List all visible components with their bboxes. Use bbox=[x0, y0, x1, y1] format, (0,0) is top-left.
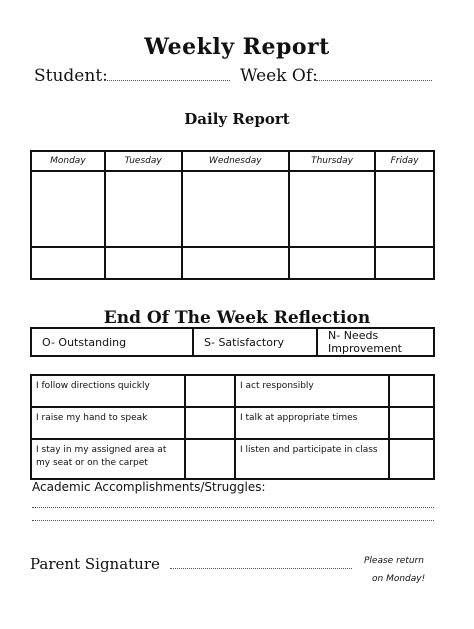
behavior-label: I talk at appropriate times bbox=[235, 407, 389, 439]
behavior-label: I listen and participate in class bbox=[235, 439, 389, 479]
parent-signature-label: Parent Signature bbox=[30, 555, 160, 573]
daily-cell[interactable] bbox=[182, 171, 289, 247]
daily-row-bottom bbox=[31, 247, 434, 279]
page-title: Weekly Report bbox=[144, 34, 330, 60]
day-header-thursday: Thursday bbox=[289, 151, 375, 171]
rating-cell[interactable] bbox=[389, 375, 434, 407]
daily-cell[interactable] bbox=[375, 247, 434, 279]
rating-cell[interactable] bbox=[389, 407, 434, 439]
daily-cell[interactable] bbox=[375, 171, 434, 247]
scale-outstanding: O- Outstanding bbox=[31, 328, 193, 356]
rating-cell[interactable] bbox=[185, 375, 235, 407]
week-of-label: Week Of: bbox=[240, 66, 318, 86]
rating-cell[interactable] bbox=[389, 439, 434, 479]
parent-signature-line[interactable] bbox=[170, 568, 352, 569]
rating-cell[interactable] bbox=[185, 439, 235, 479]
daily-header-row bbox=[31, 151, 434, 171]
week-of-line[interactable] bbox=[316, 80, 432, 81]
daily-report-heading: Daily Report bbox=[184, 110, 290, 128]
behavior-label: I follow directions quickly bbox=[31, 375, 185, 407]
academic-label: Academic Accomplishments/Struggles: bbox=[32, 480, 266, 494]
behavior-label: I stay in my assigned area at my seat or on the carpet bbox=[31, 439, 185, 479]
rating-scale-table bbox=[30, 327, 435, 357]
rating-scale-row bbox=[31, 328, 434, 356]
daily-cell[interactable] bbox=[289, 247, 375, 279]
behavior-label: I raise my hand to speak bbox=[31, 407, 185, 439]
student-label: Student: bbox=[34, 66, 108, 86]
day-header-friday: Friday bbox=[375, 151, 434, 171]
daily-cell[interactable] bbox=[289, 171, 375, 247]
student-line[interactable] bbox=[104, 80, 230, 81]
daily-cell[interactable] bbox=[105, 247, 182, 279]
day-header-tuesday: Tuesday bbox=[105, 151, 182, 171]
scale-needs-improvement: N- Needs Improvement bbox=[317, 328, 434, 356]
academic-line-1[interactable] bbox=[32, 507, 434, 508]
rating-cell[interactable] bbox=[185, 407, 235, 439]
reflection-heading: End Of The Week Reflection bbox=[103, 308, 371, 328]
daily-cell[interactable] bbox=[31, 247, 105, 279]
behavior-table bbox=[30, 374, 435, 480]
behavior-label: I act responsibly bbox=[235, 375, 389, 407]
return-note-line1: Please return bbox=[364, 556, 424, 566]
behavior-row bbox=[31, 375, 434, 407]
daily-cell[interactable] bbox=[182, 247, 289, 279]
return-note-line2: on Monday! bbox=[372, 574, 426, 584]
scale-satisfactory: S- Satisfactory bbox=[193, 328, 317, 356]
day-header-wednesday: Wednesday bbox=[182, 151, 289, 171]
daily-cell[interactable] bbox=[31, 171, 105, 247]
daily-row-main bbox=[31, 171, 434, 247]
daily-report-table bbox=[30, 150, 435, 280]
academic-line-2[interactable] bbox=[32, 520, 434, 521]
daily-cell[interactable] bbox=[105, 171, 182, 247]
behavior-row bbox=[31, 407, 434, 439]
day-header-monday: Monday bbox=[31, 151, 105, 171]
behavior-row bbox=[31, 439, 434, 479]
